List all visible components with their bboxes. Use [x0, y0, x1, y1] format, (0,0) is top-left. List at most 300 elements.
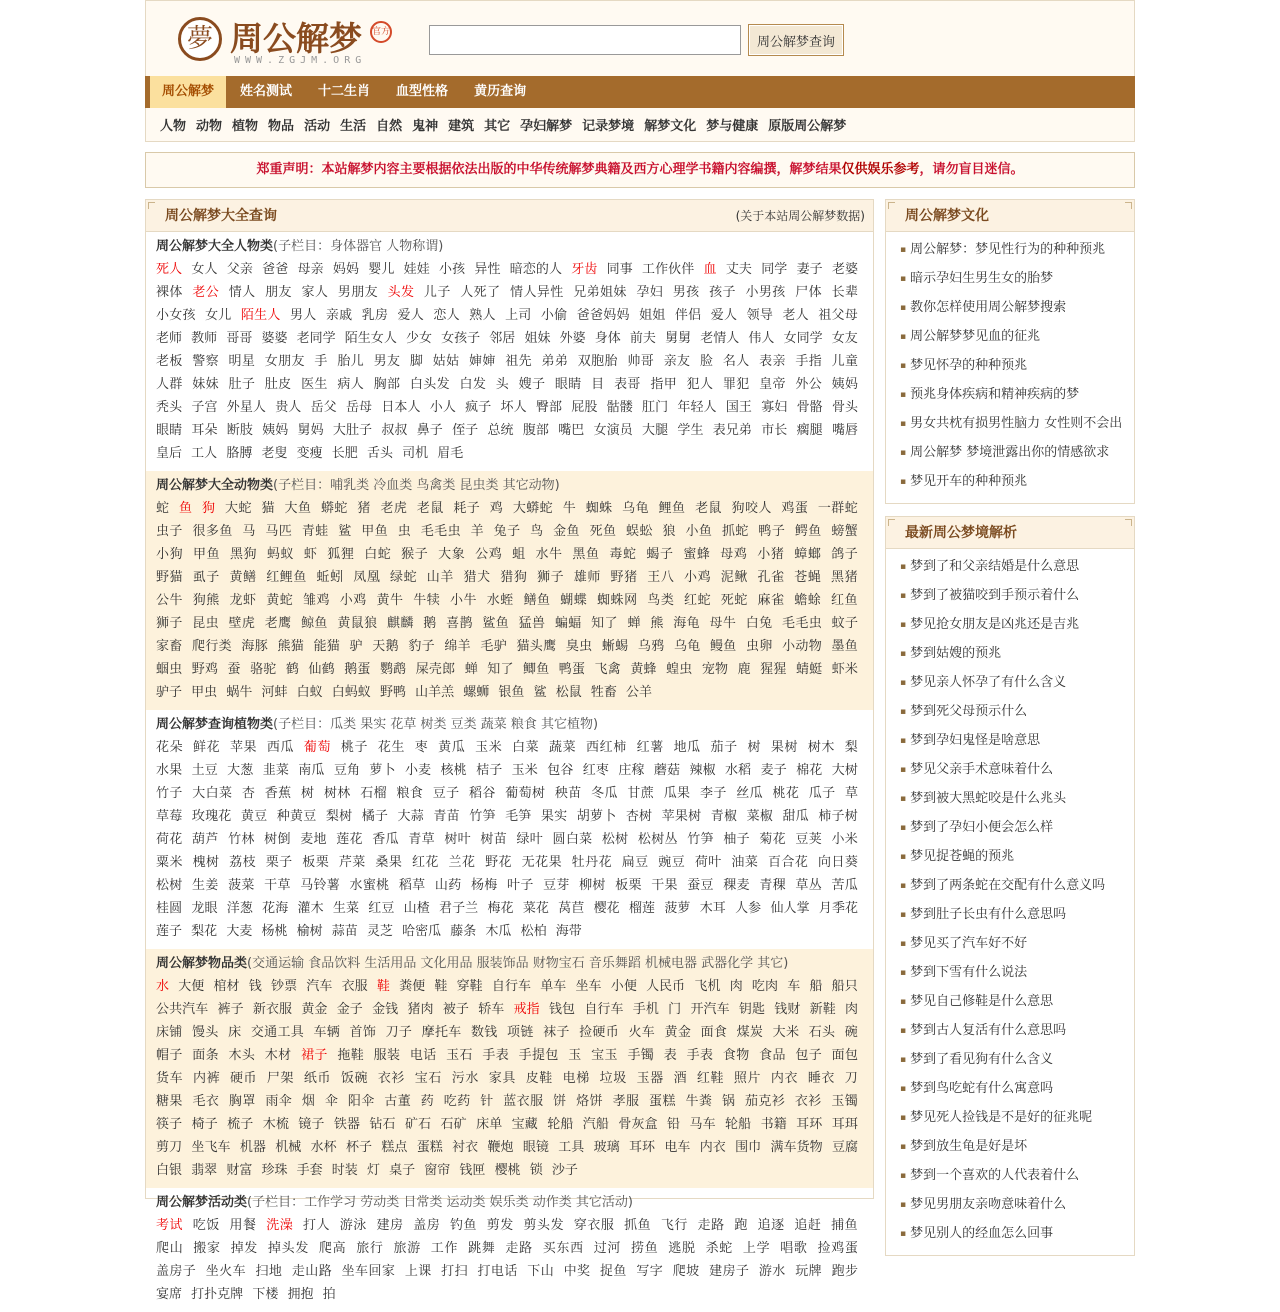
keyword-link[interactable]: 上学: [742, 1241, 771, 1256]
keyword-link[interactable]: 菠萝: [664, 901, 691, 916]
keyword-link[interactable]: 眼镜: [522, 1140, 549, 1155]
keyword-link[interactable]: 稻草: [398, 878, 426, 893]
keyword-link[interactable]: 断肢: [226, 423, 253, 438]
keyword-link[interactable]: 儿子: [423, 285, 451, 300]
subnav-item-13[interactable]: 梦与健康: [706, 119, 759, 134]
keyword-link[interactable]: 扁豆: [621, 855, 649, 870]
keyword-link[interactable]: 猪: [357, 501, 371, 516]
keyword-link[interactable]: 葡萄: [303, 740, 332, 755]
keyword-link[interactable]: 男朋友: [337, 285, 379, 300]
keyword-link[interactable]: 老情人: [700, 331, 740, 346]
keyword-link[interactable]: 领导: [746, 308, 774, 323]
keyword-link[interactable]: 青椒: [710, 809, 738, 824]
keyword-link[interactable]: 甲鱼: [361, 524, 389, 539]
keyword-link[interactable]: 竹笋: [469, 809, 496, 824]
keyword-link[interactable]: 饼: [553, 1094, 567, 1109]
keyword-link[interactable]: 人民币: [646, 979, 686, 994]
keyword-link[interactable]: 蜈蚣: [626, 524, 653, 539]
keyword-link[interactable]: 干果: [651, 878, 678, 893]
keyword-link[interactable]: 豆腐: [831, 1140, 859, 1155]
keyword-link[interactable]: 小女孩: [156, 308, 196, 323]
keyword-link[interactable]: 娃娃: [403, 262, 430, 277]
keyword-link[interactable]: 嫂子: [518, 377, 546, 392]
keyword-link[interactable]: 哈密瓜: [402, 924, 442, 939]
keyword-link[interactable]: 头: [495, 377, 510, 392]
article-link[interactable]: 周公解梦 梦境泄露出你的情感欲求: [910, 445, 1110, 460]
keyword-link[interactable]: 白蚂蚁: [331, 685, 371, 700]
keyword-link[interactable]: 藤条: [450, 924, 477, 939]
keyword-link[interactable]: 外婆: [559, 331, 586, 346]
keyword-link[interactable]: 枣: [414, 740, 429, 755]
keyword-link[interactable]: 小鸡: [339, 593, 367, 608]
keyword-link[interactable]: 鸡: [489, 501, 504, 516]
keyword-link[interactable]: 表亲: [759, 354, 786, 369]
keyword-link[interactable]: 坏人: [500, 400, 527, 415]
keyword-link[interactable]: 野花: [485, 855, 513, 870]
keyword-link[interactable]: 白银: [156, 1163, 183, 1178]
keyword-link[interactable]: 白兔: [745, 616, 773, 631]
keyword-link[interactable]: 绵羊: [444, 639, 471, 654]
keyword-link[interactable]: 老叟: [261, 446, 288, 461]
keyword-link[interactable]: 扫地: [255, 1264, 283, 1279]
keyword-link[interactable]: 名人: [722, 354, 750, 369]
keyword-link[interactable]: 黑鱼: [572, 547, 600, 562]
keyword-link[interactable]: 猴子: [401, 547, 429, 562]
keyword-link[interactable]: 剪头发: [523, 1218, 565, 1233]
keyword-link[interactable]: 大白菜: [192, 786, 233, 801]
keyword-link[interactable]: 大鱼: [284, 501, 312, 516]
keyword-link[interactable]: 梅花: [487, 901, 514, 916]
keyword-link[interactable]: 树倒: [264, 832, 291, 847]
keyword-link[interactable]: 钻石: [369, 1117, 396, 1132]
keyword-link[interactable]: 船: [809, 979, 823, 994]
keyword-link[interactable]: 珍珠: [261, 1163, 288, 1178]
keyword-link[interactable]: 老虎: [380, 501, 408, 516]
keyword-link[interactable]: 黄金: [301, 1002, 328, 1017]
keyword-link[interactable]: 飞行: [660, 1218, 688, 1233]
keyword-link[interactable]: 汽船: [582, 1117, 610, 1132]
keyword-link[interactable]: 水杯: [310, 1140, 337, 1155]
keyword-link[interactable]: 宝石: [414, 1071, 442, 1086]
keyword-link[interactable]: 麦子: [760, 763, 787, 778]
keyword-link[interactable]: 轿车: [478, 1002, 505, 1017]
keyword-link[interactable]: 床: [228, 1025, 242, 1040]
keyword-link[interactable]: 桃子: [340, 740, 369, 755]
keyword-link[interactable]: 钱匣: [459, 1163, 486, 1178]
keyword-link[interactable]: 上课: [404, 1264, 432, 1279]
keyword-link[interactable]: 伞: [324, 1094, 339, 1109]
keyword-link[interactable]: 狼: [662, 524, 676, 539]
keyword-link[interactable]: 黄金: [664, 1025, 692, 1040]
keyword-link[interactable]: 小猪: [757, 547, 785, 562]
keyword-link[interactable]: 飞禽: [594, 662, 621, 677]
keyword-link[interactable]: 屎壳郎: [415, 662, 456, 677]
keyword-link[interactable]: 爸爸妈妈: [576, 308, 630, 323]
keyword-link[interactable]: 老鹰: [264, 616, 292, 631]
keyword-link[interactable]: 洋葱: [226, 901, 253, 916]
keyword-link[interactable]: 野猫: [156, 570, 184, 585]
keyword-link[interactable]: 眉毛: [437, 446, 464, 461]
keyword-link[interactable]: 玉器: [636, 1071, 664, 1086]
keyword-link[interactable]: 栗子: [265, 855, 293, 870]
keyword-link[interactable]: 蓝衣服: [503, 1094, 544, 1109]
category-name[interactable]: 周公解梦大全人物类: [156, 239, 274, 254]
keyword-link[interactable]: 子宫: [191, 400, 218, 415]
keyword-link[interactable]: 爬行类: [192, 639, 232, 654]
keyword-link[interactable]: 项链: [507, 1025, 534, 1040]
keyword-link[interactable]: 老师: [156, 331, 183, 346]
keyword-link[interactable]: 蟾蜍: [794, 593, 822, 608]
keyword-link[interactable]: 疯子: [465, 400, 492, 415]
keyword-link[interactable]: 荷花: [156, 832, 183, 847]
keyword-link[interactable]: 爬坡: [672, 1264, 700, 1279]
keyword-link[interactable]: 嘴唇: [831, 423, 859, 438]
keyword-link[interactable]: 钱财: [774, 1002, 801, 1017]
keyword-link[interactable]: 机器: [239, 1140, 266, 1155]
keyword-link[interactable]: 打电话: [477, 1264, 518, 1279]
keyword-link[interactable]: 犯人: [686, 377, 714, 392]
keyword-link[interactable]: 灌木: [297, 901, 324, 916]
keyword-link[interactable]: 尸架: [266, 1071, 295, 1086]
keyword-link[interactable]: 杯子: [345, 1140, 373, 1155]
keyword-link[interactable]: 肚子: [228, 377, 256, 392]
article-link[interactable]: 梦到姑嫂的预兆: [910, 646, 1002, 661]
subnav-item-8[interactable]: 建筑: [448, 119, 475, 134]
keyword-link[interactable]: 捉鱼: [600, 1264, 627, 1279]
keyword-link[interactable]: 手套: [296, 1163, 323, 1178]
subnav-item-5[interactable]: 生活: [340, 119, 367, 134]
keyword-link[interactable]: 家畜: [156, 639, 183, 654]
keyword-link[interactable]: 国王: [725, 400, 752, 415]
keyword-link[interactable]: 秧苗: [554, 786, 582, 801]
keyword-link[interactable]: 西瓜: [266, 740, 295, 755]
keyword-link[interactable]: 爬高: [318, 1241, 347, 1256]
category-name[interactable]: 周公解梦查询植物类: [156, 717, 274, 732]
keyword-link[interactable]: 骨头: [831, 400, 859, 415]
article-link[interactable]: 梦到被大黑蛇咬是什么兆头: [910, 791, 1067, 806]
keyword-link[interactable]: 鲨: [338, 524, 352, 539]
keyword-link[interactable]: 木梳: [262, 1117, 289, 1132]
keyword-link[interactable]: 亲友: [663, 354, 691, 369]
keyword-link[interactable]: 朋友: [265, 285, 292, 300]
keyword-link[interactable]: 耗子: [453, 501, 481, 516]
keyword-link[interactable]: 猪肉: [407, 1002, 434, 1017]
keyword-link[interactable]: 茄克衫: [744, 1094, 786, 1109]
keyword-link[interactable]: 年轻人: [677, 400, 717, 415]
article-link[interactable]: 梦到了和父亲结婚是什么意思: [910, 559, 1080, 574]
keyword-link[interactable]: 果实: [540, 809, 568, 824]
keyword-link[interactable]: 大米: [772, 1025, 800, 1040]
keyword-link[interactable]: 手提包: [518, 1048, 559, 1063]
keyword-link[interactable]: 变瘦: [296, 446, 323, 461]
keyword-link[interactable]: 大葱: [227, 763, 254, 778]
keyword-link[interactable]: 走路: [697, 1218, 725, 1233]
keyword-link[interactable]: 橘子: [361, 809, 389, 824]
article-link[interactable]: 梦见死人捡钱是不是好的征兆呢: [910, 1110, 1093, 1125]
keyword-link[interactable]: 棉花: [796, 763, 823, 778]
keyword-link[interactable]: 身体: [594, 331, 621, 346]
keyword-link[interactable]: 木材: [264, 1048, 292, 1063]
keyword-link[interactable]: 车: [787, 979, 801, 994]
article-link[interactable]: 梦见捉苍蝇的预兆: [910, 849, 1015, 864]
keyword-link[interactable]: 牙齿: [571, 262, 598, 277]
keyword-link[interactable]: 萝卜: [369, 763, 396, 778]
keyword-link[interactable]: 香瓜: [372, 832, 399, 847]
keyword-link[interactable]: 蛋糕: [649, 1094, 676, 1109]
keyword-link[interactable]: 门: [668, 1002, 682, 1017]
article-link[interactable]: 教你怎样使用周公解梦搜索: [910, 300, 1067, 315]
keyword-link[interactable]: 头发: [387, 285, 415, 300]
subnav-item-7[interactable]: 鬼神: [412, 119, 439, 134]
keyword-link[interactable]: 大象: [438, 547, 466, 562]
keyword-link[interactable]: 古董: [384, 1094, 412, 1109]
subnav-item-14[interactable]: 原版周公解梦: [768, 119, 847, 134]
keyword-link[interactable]: 舅妈: [297, 423, 324, 438]
keyword-link[interactable]: 蝴蝶: [560, 593, 588, 608]
keyword-link[interactable]: 公共汽车: [156, 1002, 209, 1017]
keyword-link[interactable]: 猛兽: [518, 616, 546, 631]
nav-item-0[interactable]: 周公解梦: [150, 76, 226, 108]
keyword-link[interactable]: 李子: [699, 786, 727, 801]
keyword-link[interactable]: 鳄鱼: [794, 524, 822, 539]
keyword-link[interactable]: 走路: [505, 1241, 533, 1256]
keyword-link[interactable]: 祖先: [505, 354, 533, 369]
keyword-link[interactable]: 松鼠: [555, 685, 582, 700]
article-link[interactable]: 梦到肚子长虫有什么意思吗: [910, 907, 1067, 922]
subnav-item-10[interactable]: 孕妇解梦: [520, 119, 573, 134]
keyword-link[interactable]: 竹笋: [687, 832, 714, 847]
keyword-link[interactable]: 工具: [558, 1140, 585, 1155]
keyword-link[interactable]: 油菜: [731, 855, 759, 870]
keyword-link[interactable]: 数钱: [470, 1025, 498, 1040]
keyword-link[interactable]: 马铃薯: [300, 878, 341, 893]
keyword-link[interactable]: 毛驴: [480, 639, 508, 654]
keyword-link[interactable]: 蝉: [464, 662, 478, 677]
keyword-link[interactable]: 捕鱼: [831, 1218, 858, 1233]
keyword-link[interactable]: 苍蝇: [794, 570, 822, 585]
nav-item-3[interactable]: 血型性格: [396, 84, 449, 99]
keyword-link[interactable]: 木瓜: [485, 924, 512, 939]
keyword-link[interactable]: 煤炭: [736, 1025, 764, 1040]
keyword-link[interactable]: 老鼠: [416, 501, 444, 516]
keyword-link[interactable]: 莲子: [156, 924, 183, 939]
keyword-link[interactable]: 向日葵: [817, 855, 858, 870]
keyword-link[interactable]: 总统: [487, 423, 514, 438]
keyword-link[interactable]: 肉: [729, 979, 743, 994]
keyword-link[interactable]: 暗恋的人: [509, 262, 563, 277]
keyword-link[interactable]: 手机: [632, 1002, 659, 1017]
keyword-link[interactable]: 黄蛇: [266, 593, 294, 608]
keyword-link[interactable]: 烙饼: [576, 1094, 604, 1109]
keyword-link[interactable]: 跑: [734, 1218, 748, 1233]
keyword-link[interactable]: 姨妈: [262, 423, 289, 438]
keyword-link[interactable]: 麦地: [300, 832, 327, 847]
keyword-link[interactable]: 生姜: [192, 878, 219, 893]
keyword-link[interactable]: 糖果: [156, 1094, 183, 1109]
keyword-link[interactable]: 舅舅: [665, 331, 692, 346]
keyword-link[interactable]: 矿石: [404, 1117, 432, 1132]
keyword-link[interactable]: 水牛: [535, 547, 563, 562]
keyword-link[interactable]: 金钱: [372, 1002, 399, 1017]
keyword-link[interactable]: 床单: [476, 1117, 503, 1132]
keyword-link[interactable]: 青稞: [759, 878, 786, 893]
keyword-link[interactable]: 白蛇: [364, 547, 392, 562]
keyword-link[interactable]: 宠物: [701, 662, 729, 677]
keyword-link[interactable]: 核桃: [440, 763, 467, 778]
keyword-link[interactable]: 儿童: [831, 354, 859, 369]
keyword-link[interactable]: 野猪: [610, 570, 638, 585]
keyword-link[interactable]: 猫头鹰: [516, 639, 557, 654]
keyword-link[interactable]: 跑步: [831, 1264, 858, 1279]
keyword-link[interactable]: 狗熊: [192, 593, 220, 608]
keyword-link[interactable]: 玉石: [446, 1048, 473, 1063]
keyword-link[interactable]: 婶婶: [469, 354, 496, 369]
keyword-link[interactable]: 菊花: [759, 832, 786, 847]
keyword-link[interactable]: 电车: [664, 1140, 691, 1155]
keyword-link[interactable]: 红蛇: [684, 593, 712, 608]
keyword-link[interactable]: 病人: [337, 377, 365, 392]
keyword-link[interactable]: 柿子树: [818, 809, 858, 824]
keyword-link[interactable]: 金子: [336, 1002, 363, 1017]
keyword-link[interactable]: 舌头: [366, 446, 393, 461]
keyword-link[interactable]: 婴儿: [368, 262, 395, 277]
keyword-link[interactable]: 蜻蜓: [795, 662, 823, 677]
keyword-link[interactable]: 人参: [735, 901, 762, 916]
keyword-link[interactable]: 虫: [397, 524, 412, 539]
keyword-link[interactable]: 玉米: [511, 763, 538, 778]
keyword-link[interactable]: 打扑克牌: [191, 1287, 244, 1302]
keyword-link[interactable]: 游泳: [339, 1218, 367, 1233]
keyword-link[interactable]: 马: [242, 524, 256, 539]
keyword-link[interactable]: 袜子: [543, 1025, 570, 1040]
keyword-link[interactable]: 人群: [156, 377, 183, 392]
keyword-link[interactable]: 牡丹花: [571, 855, 613, 870]
keyword-link[interactable]: 芹菜: [338, 855, 366, 870]
article-link[interactable]: 梦到鸟吃蛇有什么寓意吗: [910, 1081, 1054, 1096]
keyword-link[interactable]: 时装: [331, 1163, 358, 1178]
keyword-link[interactable]: 君子兰: [439, 901, 479, 916]
keyword-link[interactable]: 一群蛇: [817, 501, 858, 516]
nav-item-1[interactable]: 姓名测试: [240, 84, 293, 99]
keyword-link[interactable]: 阳伞: [347, 1094, 375, 1109]
keyword-link[interactable]: 板栗: [615, 878, 642, 893]
keyword-link[interactable]: 饭碗: [340, 1071, 369, 1086]
keyword-link[interactable]: 吃肉: [751, 979, 779, 994]
keyword-link[interactable]: 女儿: [205, 308, 232, 323]
keyword-link[interactable]: 草丛: [795, 878, 822, 893]
keyword-link[interactable]: 蛇: [156, 501, 170, 516]
keyword-link[interactable]: 木头: [228, 1048, 256, 1063]
keyword-link[interactable]: 豆荚: [795, 832, 822, 847]
keyword-link[interactable]: 很多鱼: [192, 524, 233, 539]
keyword-link[interactable]: 游水: [758, 1264, 786, 1279]
keyword-link[interactable]: 皮鞋: [525, 1071, 553, 1086]
keyword-link[interactable]: 鲫鱼: [523, 662, 550, 677]
keyword-link[interactable]: 蚊子: [831, 616, 859, 631]
keyword-link[interactable]: 学生: [677, 423, 704, 438]
keyword-link[interactable]: 寡妇: [761, 400, 788, 415]
keyword-link[interactable]: 水蜜桃: [349, 878, 390, 893]
keyword-link[interactable]: 黄鳝: [229, 570, 257, 585]
keyword-link[interactable]: 熟人: [469, 308, 496, 323]
keyword-link[interactable]: 圆白菜: [552, 832, 593, 847]
keyword-link[interactable]: 蝉: [627, 616, 641, 631]
keyword-link[interactable]: 海带: [555, 924, 582, 939]
keyword-link[interactable]: 婆婆: [261, 331, 288, 346]
keyword-link[interactable]: 内衣: [770, 1071, 799, 1086]
keyword-link[interactable]: 大腿: [642, 423, 669, 438]
keyword-link[interactable]: 面食: [700, 1025, 728, 1040]
keyword-link[interactable]: 老公: [192, 285, 220, 300]
keyword-link[interactable]: 叔叔: [381, 423, 408, 438]
keyword-link[interactable]: 裤子: [217, 1002, 244, 1017]
keyword-link[interactable]: 旅游: [393, 1241, 421, 1256]
keyword-link[interactable]: 土豆: [191, 763, 218, 778]
keyword-link[interactable]: 松柏: [520, 924, 547, 939]
keyword-link[interactable]: 拥抱: [287, 1287, 314, 1302]
keyword-link[interactable]: 绿蛇: [390, 570, 418, 585]
subnav-item-6[interactable]: 自然: [376, 119, 403, 134]
keyword-link[interactable]: 虱子: [192, 570, 220, 585]
keyword-link[interactable]: 草: [845, 786, 859, 801]
keyword-link[interactable]: 河蚌: [261, 685, 288, 700]
keyword-link[interactable]: 盖房子: [156, 1264, 197, 1279]
keyword-link[interactable]: 粪便: [399, 979, 426, 994]
keyword-link[interactable]: 伟人: [748, 331, 775, 346]
keyword-link[interactable]: 孔雀: [757, 570, 785, 585]
keyword-link[interactable]: 上司: [505, 308, 532, 323]
keyword-link[interactable]: 鸭子: [758, 524, 786, 539]
keyword-link[interactable]: 坐飞车: [191, 1140, 231, 1155]
keyword-link[interactable]: 板栗: [302, 855, 330, 870]
keyword-link[interactable]: 蜗牛: [226, 685, 253, 700]
keyword-link[interactable]: 荔枝: [229, 855, 257, 870]
keyword-link[interactable]: 鲤鱼: [658, 501, 686, 516]
article-link[interactable]: 梦到死父母预示什么: [910, 704, 1028, 719]
article-link[interactable]: 梦到了被猫咬到手预示着什么: [910, 588, 1080, 603]
keyword-link[interactable]: 围巾: [735, 1140, 762, 1155]
keyword-link[interactable]: 追赶: [794, 1218, 822, 1233]
keyword-link[interactable]: 锅: [721, 1094, 736, 1109]
keyword-link[interactable]: 大蟒蛇: [512, 501, 554, 516]
keyword-link[interactable]: 狗咬人: [731, 501, 772, 516]
keyword-link[interactable]: 螃蟹: [831, 524, 858, 539]
keyword-link[interactable]: 表兄弟: [712, 423, 752, 438]
keyword-link[interactable]: 猎狗: [500, 570, 528, 585]
keyword-link[interactable]: 烟: [301, 1094, 316, 1109]
keyword-link[interactable]: 拍: [322, 1287, 336, 1302]
keyword-link[interactable]: 仙人掌: [770, 901, 810, 916]
keyword-link[interactable]: 鸡蛋: [781, 501, 809, 516]
keyword-link[interactable]: 工作: [430, 1241, 459, 1256]
keyword-link[interactable]: 仙鹤: [308, 662, 335, 677]
keyword-link[interactable]: 祖父母: [818, 308, 858, 323]
keyword-link[interactable]: 树林: [323, 786, 351, 801]
keyword-link[interactable]: 姐妹: [524, 331, 551, 346]
keyword-link[interactable]: 被子: [442, 1002, 469, 1017]
keyword-link[interactable]: 内衣: [699, 1140, 726, 1155]
keyword-link[interactable]: 花朵: [156, 740, 184, 755]
keyword-link[interactable]: 衣服: [341, 979, 368, 994]
keyword-link[interactable]: 抓蛇: [721, 524, 749, 539]
article-link[interactable]: 男女共枕有损男性脑力 女性则不会出: [910, 416, 1123, 431]
article-link[interactable]: 周公解梦梦见血的征兆: [910, 329, 1041, 344]
keyword-link[interactable]: 锁: [529, 1163, 543, 1178]
keyword-link[interactable]: 新鞋: [809, 1002, 836, 1017]
keyword-link[interactable]: 情人异性: [510, 285, 564, 300]
keyword-link[interactable]: 蟒蛇: [320, 501, 348, 516]
keyword-link[interactable]: 女孩子: [441, 331, 481, 346]
